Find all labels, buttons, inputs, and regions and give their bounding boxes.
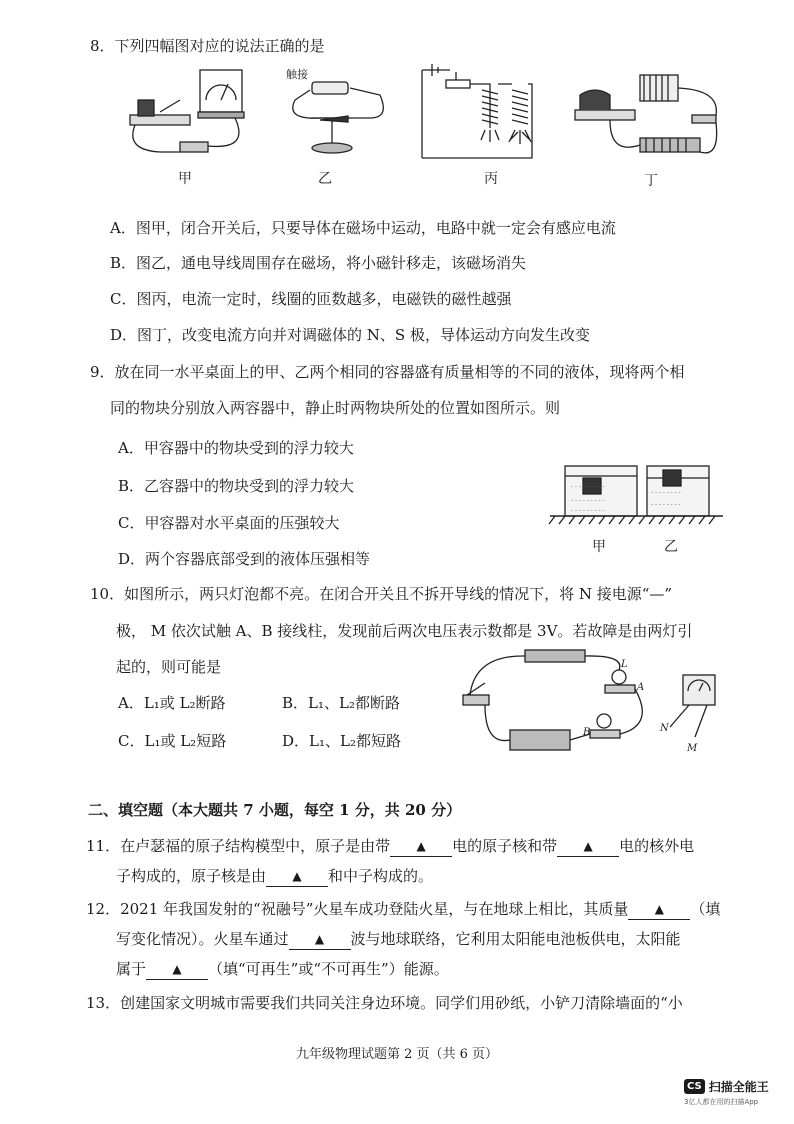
blank-11-3[interactable]: ▲	[266, 865, 328, 887]
blank-12-3[interactable]: ▲	[146, 958, 208, 980]
blank-12-1[interactable]: ▲	[628, 898, 690, 920]
q11-line-2: 子构成的，原子核是由 ▲ 和中子构成的。	[116, 867, 434, 885]
q10-stem-2: 极， M 依次试触 A、B 接线柱，发现前后两次电压表示数都是 3V。若故障是由两灯引	[116, 622, 693, 640]
q9-stem-2: 同的物块分别放入两容器中，静止时两物块所处的位置如图所示。则	[110, 399, 561, 417]
q8-option-c: C．图丙，电流一定时，线圈的匝数越多，电磁铁的磁性越强	[110, 290, 512, 308]
q10-option-b: B．L₁、L₂都断路	[282, 694, 400, 712]
q10-option-c: C．L₁或 L₂短路	[118, 732, 227, 750]
q13-line-1: 13．创建国家文明城市需要我们共同关注身边环境。同学们用砂纸，小铲刀清除墙面的“小	[86, 994, 683, 1012]
svg-text:L: L	[621, 659, 628, 670]
q9-label-yi: 乙	[664, 539, 678, 555]
q9-option-a: A．甲容器中的物块受到的浮力较大	[118, 439, 354, 457]
fig-label-ding: 丁	[644, 173, 658, 189]
cs-logo-icon: CS	[684, 1079, 705, 1094]
q11-line-1: 11．在卢瑟福的原子结构模型中，原子是由带 ▲ 电的原子核和带 ▲ 电的核外电	[86, 837, 695, 855]
q8-option-a: A．图甲，闭合开关后，只要导体在磁场中运动，电路中就一定会有感应电流	[110, 219, 616, 237]
q8-option-b: B．图乙，通电导线周围存在磁场，将小磁针移走，该磁场消失	[110, 254, 527, 272]
svg-text:- - - - - - - - -: - - - - - - - - -	[571, 483, 605, 490]
cs-subtitle: 3亿人都在用的扫描App	[684, 1098, 759, 1106]
svg-text:- - - - - - - - -: - - - - - - - - -	[571, 497, 605, 504]
q10-option-a: A．L₁或 L₂断路	[118, 694, 226, 712]
svg-text:- - - - - - - - -: - - - - - - - - -	[571, 507, 605, 514]
svg-text:A: A	[637, 682, 645, 693]
q9-containers-figure	[545, 448, 725, 538]
q9-option-d: D．两个容器底部受到的液体压强相等	[118, 550, 371, 568]
fig-ding	[575, 75, 717, 153]
blank-11-1[interactable]: ▲	[390, 835, 452, 857]
section-2-title: 二、填空题（本大题共 7 小题，每空 1 分，共 20 分）	[88, 801, 462, 819]
camscanner-watermark	[684, 1078, 769, 1107]
fig-label-yi: 乙	[318, 171, 332, 187]
svg-text:M: M	[687, 743, 698, 754]
q12-line-2: 写变化情况）。火星车通过 ▲ 波与地球联络，它利用太阳能电池板供电，太阳能	[116, 930, 681, 948]
q9-option-c: C．甲容器对水平桌面的压强较大	[118, 514, 340, 532]
q8-stem: 8．下列四幅图对应的说法正确的是	[90, 37, 325, 55]
q9-option-b: B．乙容器中的物块受到的浮力较大	[118, 477, 355, 495]
q10-option-d: D．L₁、L₂都短路	[282, 732, 401, 750]
q10-stem-3: 起的，则可能是	[116, 658, 222, 676]
q12-line-3: 属于 ▲ （填“可再生”或“不可再生”）能源。	[116, 960, 449, 978]
fig-yi	[293, 82, 384, 153]
q12-line-1: 12．2021 年我国发射的“祝融号”火星车成功登陆火星，与在地球上相比，其质量 ▲ （填	[86, 900, 721, 918]
q8-option-d: D．图丁，改变电流方向并对调磁体的 N、S 极，导体运动方向发生改变	[110, 326, 590, 344]
fig-jia	[130, 70, 244, 152]
cs-brand: 扫描全能王	[708, 1080, 769, 1094]
fig-label-jia: 甲	[178, 171, 192, 187]
q9-stem-1: 9．放在同一水平桌面上的甲、乙两个相同的容器盛有质量相等的不同的液体，现将两个相	[90, 363, 685, 381]
fig-touch-label: 触接	[286, 68, 308, 81]
blank-12-2[interactable]: ▲	[289, 928, 351, 950]
page-footer: 九年级物理试题第 2 页（共 6 页）	[295, 1047, 499, 1062]
svg-text:- - - - - - - -: - - - - - - - -	[651, 501, 681, 508]
q10-circuit-figure	[455, 645, 735, 765]
q9-label-jia: 甲	[592, 539, 606, 555]
fig-label-bing: 丙	[484, 171, 498, 187]
blank-11-2[interactable]: ▲	[557, 835, 619, 857]
svg-text:- - - - - - - -: - - - - - - - -	[651, 489, 681, 496]
fig-bing	[422, 64, 532, 158]
q10-stem-1: 10．如图所示，两只灯泡都不亮。在闭合开关且不拆开导线的情况下，将 N 接电源“—”	[90, 585, 673, 603]
svg-text:N: N	[660, 723, 669, 734]
svg-text:B: B	[583, 727, 591, 738]
